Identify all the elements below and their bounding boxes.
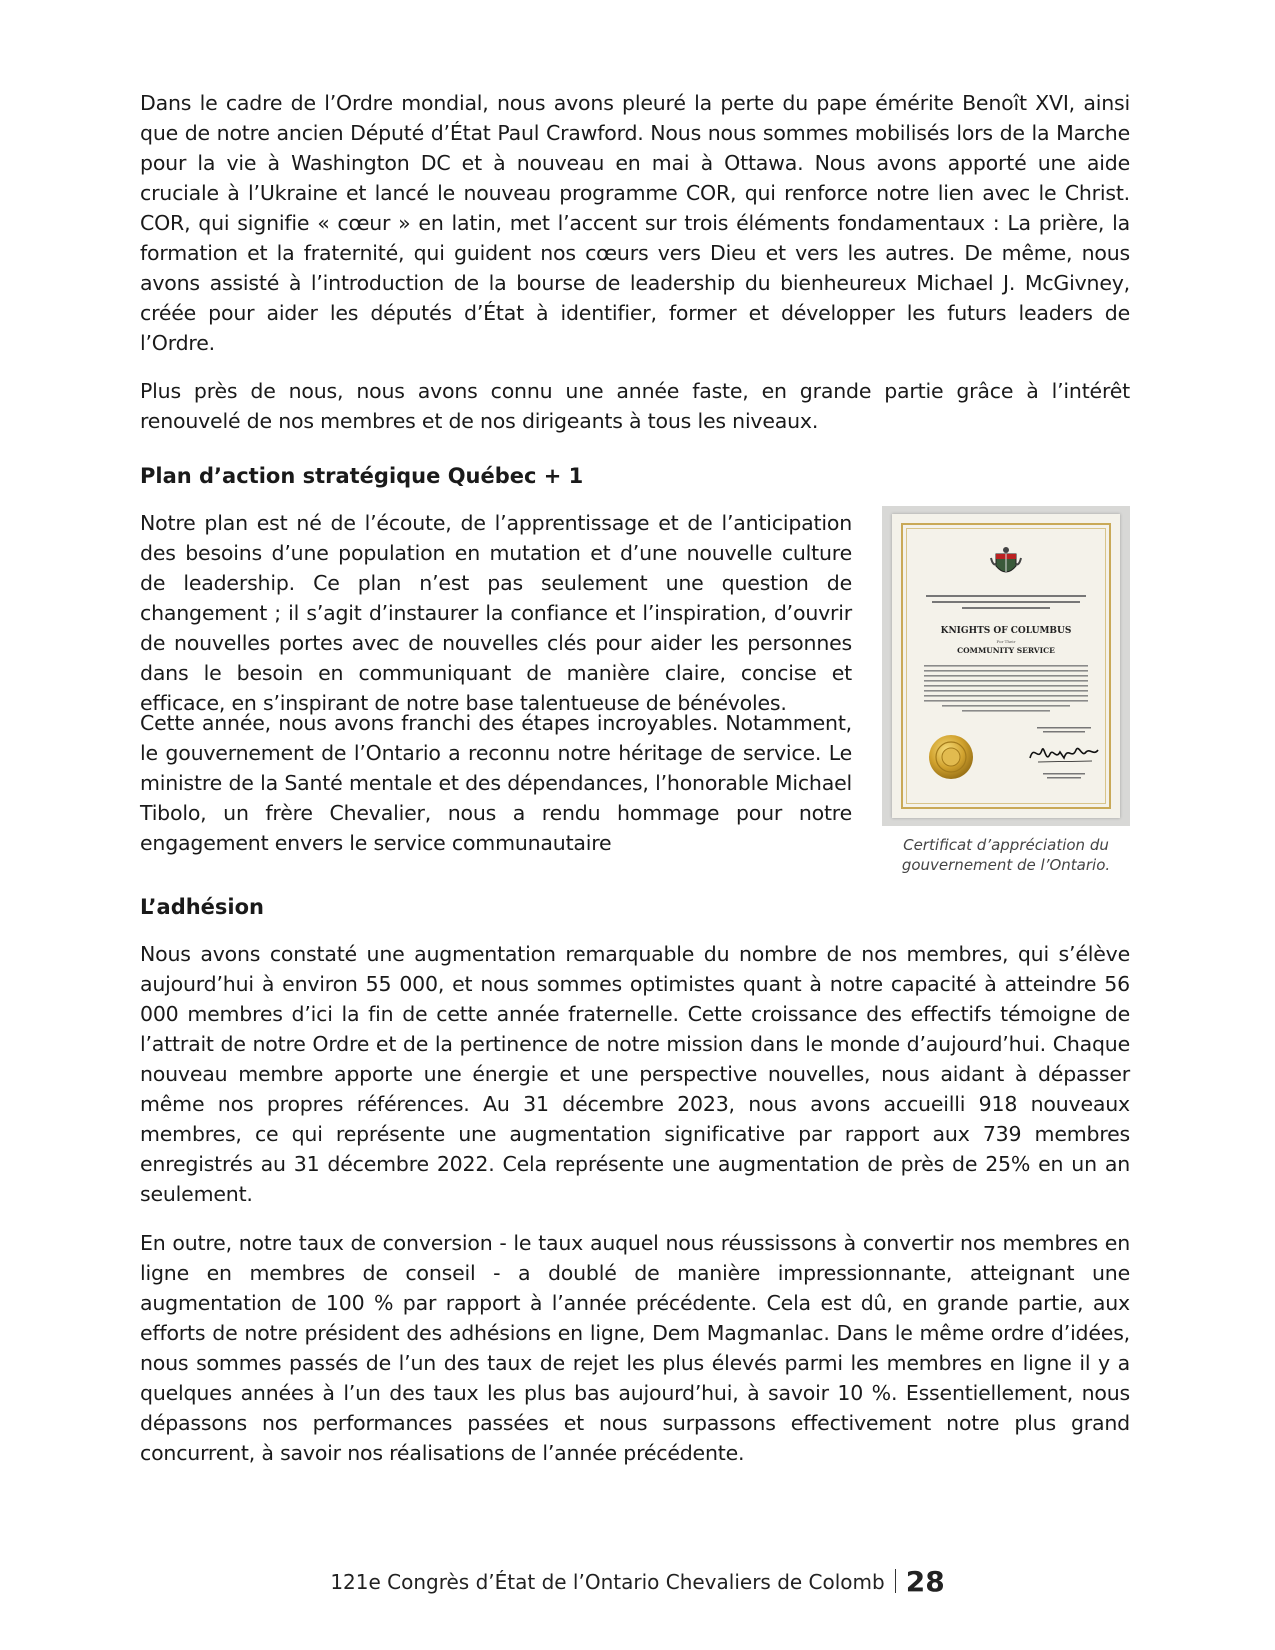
milestones-paragraph: Cette année, nous avons franchi des étapes incroyables. Notamment, le gouvernement de l’Ontario a reconnu notre héritage de service. Le ministre de la Santé mentale et des dépendances, l’honorable Michael Tibolo, un frère Chevalier, nous a rendu hommage pour notre engagement envers le service communautaire [140,711,852,855]
conversion-paragraph: En outre, notre taux de conversion - le taux auquel nous réussissons à convertir nos membres en ligne en membres de conseil - a doublé de manière impressionnante, atteignant une augmentation de 100 % par rapport à l’année précédente. Cela est dû, en grande partie, aux efforts de notre président des adhésions en ligne, Dem Magmanlac. Dans le même ordre d’idées, nous sommes passés de l’un des taux de rejet les plus élevés parmi les membres en ligne il y a quelques années à l’un des taux les plus bas aujourd’hui, à savoir 10 %. Essentiellement, nous dépassons nos performances passées et nous surpassons effectivement notre plus grand concurrent, à savoir nos réalisations de l’année précédente. [140,1231,1130,1465]
section-heading-plan: Plan d’action stratégique Québec + 1 [140,464,584,488]
page-footer [0,1565,1275,1598]
ontario-crest-icon [990,546,1022,580]
certificate-signatory [1024,772,1104,781]
certificate-body-text [922,664,1090,717]
local-year-paragraph: Plus près de nous, nous avons connu une année faste, en grande partie grâce à l’intérêt renouvelé de nos membres et de nos dirigeants à tous les niveaux. [140,379,1130,433]
signature-icon [1026,740,1102,768]
certificate-figure [882,506,1130,826]
plan-paragraph: Notre plan est né de l’écoute, de l’apprentissage et de l’anticipation des besoins d’une population en mutation et d’une nouvelle culture de leadership. Ce plan n’est pas seulement une question de changement ; il s’agit d’instaurer la confiance et l’inspiration, d’ouvrir de nouvelles portes avec de nouvelles clés pour aider les personnes dans le besoin en communiquant de manière claire, concise et efficace, en s’inspirant de notre base talentueuse de bénévoles. [140,511,852,715]
page-number: 28 [905,1565,945,1598]
certificate-fine-print [922,594,1090,617]
membership-paragraph: Nous avons constaté une augmentation remarquable du nombre de nos membres, qui s’élève aujourd’hui à environ 55 000, et nous sommes optimistes quant à notre capacité à atteindre 56 000 membres d’ici la fin de cette année fraternelle. Cette croissance des effectifs témoigne de l’attrait de notre Ordre et de la pertinence de notre mission dans le monde d’aujourd’hui. Chaque nouveau membre apporte une énergie et une perspective nouvelles, nous aidant à dépasser même nos propres références. Au 31 décembre 2023, nous avons accueilli 918 nouveaux membres, ce qui représente une augmentation significative par rapport aux 739 membres enregistrés au 31 décembre 2022. Cela représente une augmentation de près de 25% en un an seulement. [140,942,1130,1206]
figure-caption: Certificat d’appréciation du gouvernement de l’Ontario. [901,836,1111,874]
footer-divider [895,1569,896,1593]
certificate-subtitle: COMMUNITY SERVICE [957,646,1055,655]
footer-text: 121e Congrès d’État de l’Ontario Chevaliers de Colomb [330,1570,885,1594]
certificate-image [892,514,1120,818]
gold-seal-icon [928,734,974,780]
certificate-place-date [1024,726,1104,735]
intro-paragraph: Dans le cadre de l’Ordre mondial, nous avons pleuré la perte du pape émérite Benoît XVI, ainsi que de notre ancien Député d’État Paul Crawford. Nous nous sommes mobilisés lors de la Marche pour la vie à Washington DC et à nouveau en mai à Ottawa. Nous avons apporté une aide cruciale à l’Ukraine et lancé le nouveau programme COR, qui renforce notre lien avec le Christ. COR, qui signifie « cœur » en latin, met l’accent sur trois éléments fondamentaux : La prière, la formation et la fraternité, qui guident nos cœurs vers Dieu et vers les autres. De même, nous avons assisté à l’introduction de la bourse de leadership du bienheureux Michael J. McGivney, créée pour aider les députés d’État à identifier, former et développer les futurs leaders de l’Ordre. [140,91,1130,355]
certificate-for-line: For Their [996,639,1016,644]
certificate-title: KNIGHTS OF COLUMBUS [940,626,1072,636]
section-heading-adhesion: L’adhésion [140,895,265,919]
